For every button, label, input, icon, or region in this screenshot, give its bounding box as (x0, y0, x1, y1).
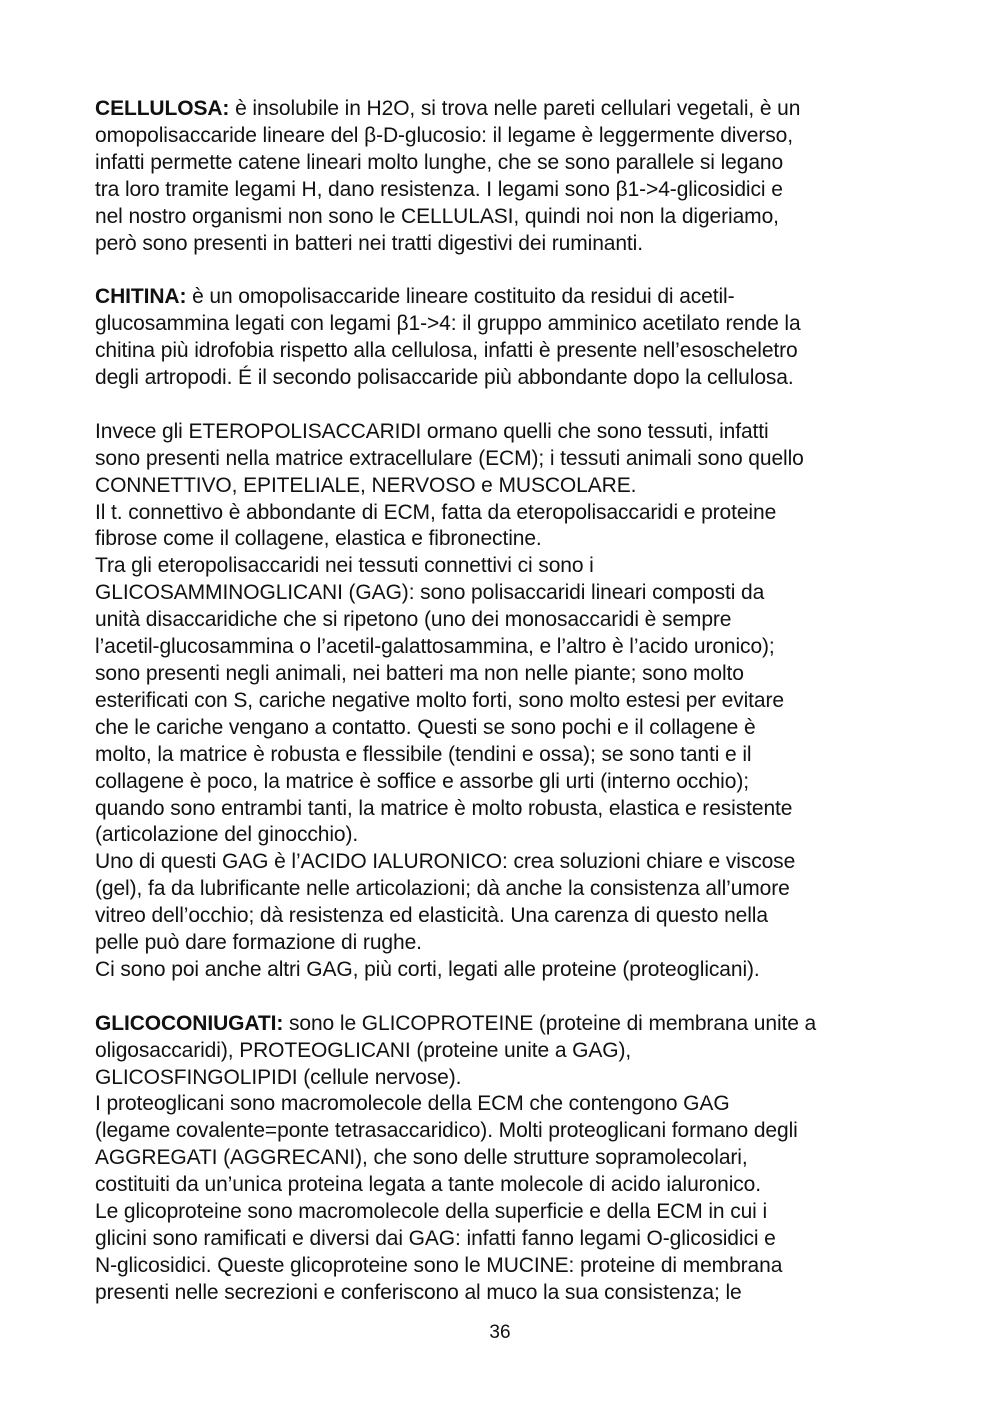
text-line: (gel), fa da lubrificante nelle articolazioni; dà anche la consistenza all’umore (95, 877, 790, 901)
text-line: Il t. connettivo è abbondante di ECM, fatta da eteropolisaccaridi e proteine (95, 500, 777, 524)
text-line: nel nostro organismi non sono le CELLULASI, quindi noi non la digeriamo, (95, 204, 779, 228)
text-line: omopolisaccaride lineare del β-D-glucosio: il legame è leggermente diverso, (95, 123, 793, 147)
paragraph-glicoconiugati (95, 1011, 915, 1307)
text-line (95, 1011, 915, 1038)
paragraph-cellulosa (95, 96, 915, 257)
text-line: fibrose come il collagene, elastica e fibronectine. (95, 527, 542, 551)
heading-chitina: CHITINA: (95, 285, 187, 309)
text-line: oligosaccaridi), PROTEOGLICANI (proteine unite a GAG), (95, 1038, 632, 1062)
text-line: glicini sono ramificati e diversi dai GAG: infatti fanno legami O-glicosidici e (95, 1227, 776, 1251)
text-line: chitina più idrofobia rispetto alla cellulosa, infatti è presente nell’esoscheletro (95, 339, 798, 363)
text-line: però sono presenti in batteri nei tratti digestivi dei ruminanti. (95, 231, 643, 255)
paragraph-gap (95, 392, 915, 419)
text-line: collagene è poco, la matrice è soffice e assorbe gli urti (interno occhio); (95, 769, 749, 793)
text-line: costituiti da un’unica proteina legata a tante molecole di acido ialuronico. (95, 1173, 761, 1197)
text-line: (legame covalente=ponte tetrasaccaridico). Molti proteoglicani formano degli (95, 1119, 798, 1143)
text-line (95, 96, 915, 123)
text-line: quando sono entrambi tanti, la matrice è molto robusta, elastica e resistente (95, 796, 793, 820)
text-line: unità disaccaridiche che si ripetono (uno dei monosaccaridi è sempre (95, 608, 732, 632)
text-line: Ci sono poi anche altri GAG, più corti, legati alle proteine (proteoglicani). (95, 957, 760, 981)
text-line: sono presenti negli animali, nei batteri ma non nelle piante; sono molto (95, 662, 744, 685)
text-line: GLICOSFINGOLIPIDI (cellule nervose). (95, 1065, 462, 1089)
text-line: degli artropodi. É il secondo polisaccaride più abbondante dopo la cellulosa. (95, 366, 794, 390)
text-line: Uno di questi GAG è l’ACIDO IALURONICO: crea soluzioni chiare e viscose (95, 850, 796, 874)
page-body (95, 96, 915, 1307)
text-line (95, 284, 915, 311)
paragraph-gap (95, 984, 915, 1011)
heading-cellulosa: CELLULOSA: (95, 97, 230, 120)
text-line: che le cariche vengano a contatto. Questi se sono pochi e il collagene è (95, 715, 756, 739)
text-line-content: è insolubile in H2O, si trova nelle pareti cellulari vegetali, è un (229, 97, 801, 120)
text-line: Invece gli ETEROPOLISACCARIDI ormano quelli che sono tessuti, infatti (95, 419, 769, 443)
text-line: vitreo dell’occhio; dà resistenza ed elasticità. Una carenza di questo nella (95, 904, 768, 928)
text-line: esterificati con S, cariche negative molto forti, sono molto estesi per evitare (95, 688, 784, 712)
paragraph-eteropolisaccaridi (95, 419, 915, 984)
text-line: GLICOSAMMINOGLICANI (GAG): sono polisaccaridi lineari composti da (95, 581, 765, 605)
text-line: (articolazione del ginocchio). (95, 823, 359, 847)
text-line: Tra gli eteropolisaccaridi nei tessuti connettivi ci sono i (95, 554, 594, 578)
text-line: pelle può dare formazione di rughe. (95, 931, 422, 955)
text-line: l’acetil-glucosammina o l’acetil-galattosammina, e l’altro è l’acido uronico); (95, 635, 775, 659)
paragraph-gap (95, 257, 915, 284)
heading-glicoconiugati: GLICOCONIUGATI: (95, 1011, 284, 1035)
text-line: AGGREGATI (AGGRECANI), che sono delle strutture sopramolecolari, (95, 1146, 748, 1170)
text-line-content: sono le GLICOPROTEINE (proteine di membrana unite a (283, 1011, 817, 1035)
text-line-content: è un omopolisaccaride lineare costituito da residui di acetil- (186, 285, 735, 309)
text-line: infatti permette catene lineari molto lunghe, che se sono parallele si legano (95, 150, 784, 174)
text-line: N-glicosidici. Queste glicoproteine sono le MUCINE: proteine di membrana (95, 1253, 783, 1277)
page-number: 36 (489, 1322, 511, 1343)
text-line: presenti nelle secrezioni e conferiscono al muco la sua consistenza; le (95, 1280, 742, 1304)
text-line: molto, la matrice è robusta e flessibile (tendini e ossa); se sono tanti e il (95, 742, 752, 766)
text-line: I proteoglicani sono macromolecole della ECM che contengono GAG (95, 1092, 730, 1116)
text-line: sono presenti nella matrice extracellulare (ECM); i tessuti animali sono quello (95, 446, 804, 470)
text-line: tra loro tramite legami H, dano resistenza. I legami sono β1->4-glicosidici e (95, 177, 783, 201)
text-line: Le glicoproteine sono macromolecole della superficie e della ECM in cui i (95, 1200, 768, 1224)
paragraph-chitina (95, 284, 915, 392)
text-line: CONNETTIVO, EPITELIALE, NERVOSO e MUSCOLARE. (95, 473, 637, 497)
text-line: glucosammina legati con legami β1->4: il gruppo amminico acetilato rende la (95, 312, 801, 336)
